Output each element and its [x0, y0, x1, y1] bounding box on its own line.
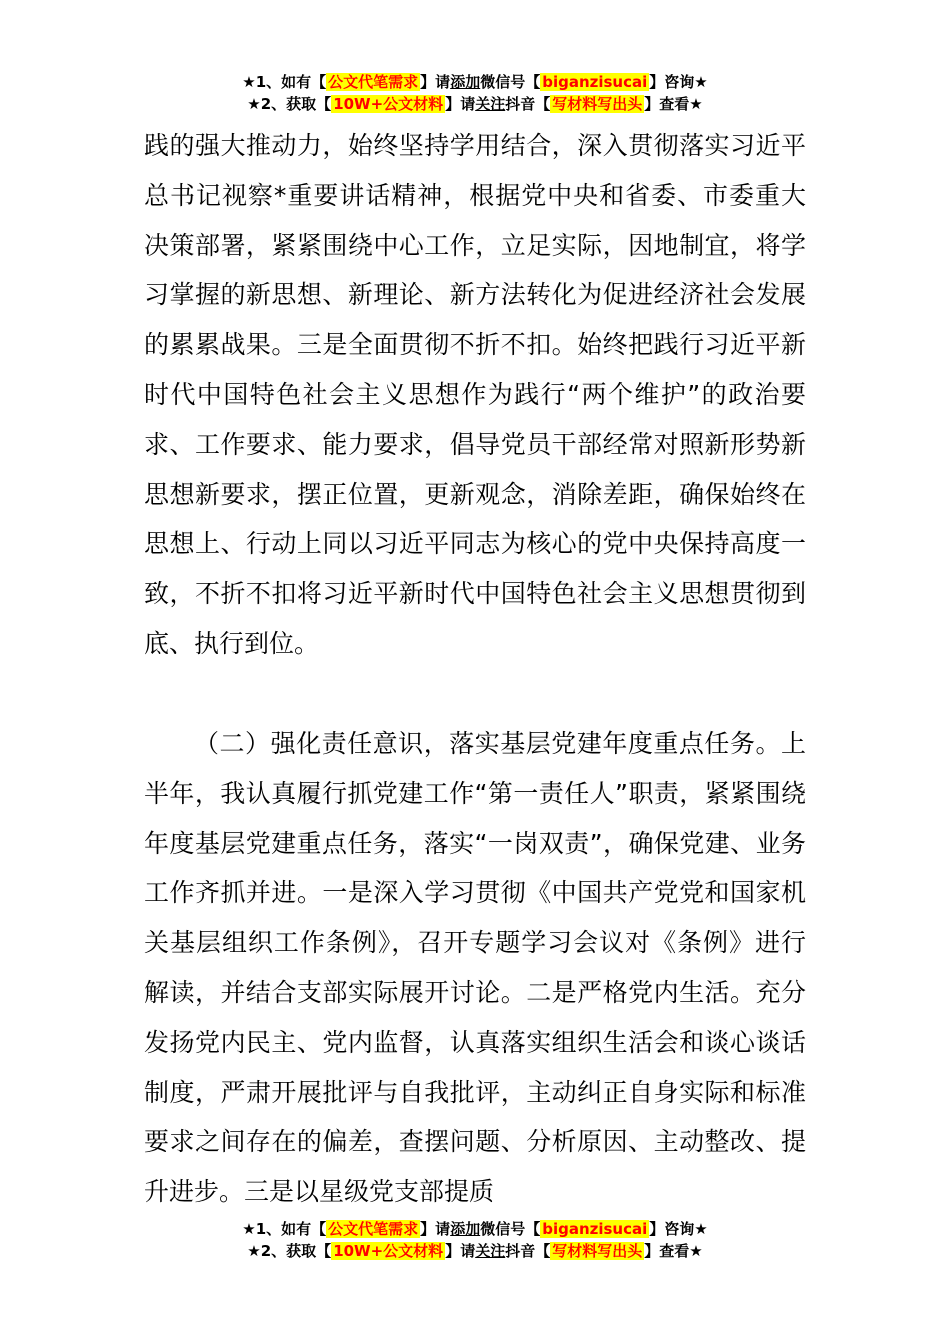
banner-text: 】请 [420, 1220, 451, 1238]
banner-text: 】咨询★ [649, 1220, 708, 1238]
banner-text: 微信号【 [480, 1220, 541, 1238]
highlight-wechat-id: biganzisucai [542, 73, 648, 91]
banner-line-1 [0, 1218, 950, 1240]
banner-text: 抖音【 [505, 95, 551, 113]
highlight-douyin: 写材料写出头 [552, 95, 643, 113]
banner-line-1 [0, 71, 950, 93]
footer-banner [0, 1218, 950, 1262]
banner-text-underlined: 添加 [450, 73, 481, 91]
highlight-materials: 10W+公文材料 [333, 1242, 444, 1260]
banner-text: 微信号【 [480, 73, 541, 91]
document-body-section-2 [144, 719, 806, 1217]
banner-line-2 [0, 93, 950, 115]
banner-text-underlined: 关注 [475, 95, 506, 113]
star-icon: ★ [242, 73, 256, 91]
banner-text: 抖音【 [505, 1242, 551, 1260]
paragraph: （二）强化责任意识，落实基层党建年度重点任务。上半年，我认真履行抓党建工作“第一责任人”职责，紧紧围绕年度基层党建重点任务，落实“一岗双责”，确保党建、业务工作齐抓并进。一是深入学习贯彻《中国共产党党和国家机关基层组织工作条例》，召开专题学习会议对《条例》进行解读，并结合支部实际展开讨论。二是严格党内生活。充分发扬党内民主、党内监督，认真落实组织生活会和谈心谈话制度，严肃开展批评与自我批评，主动纠正自身实际和标准要求之间存在的偏差，查摆问题、分析原因、主动整改、提升进步。三是以星级党支部提质 [144, 729, 806, 1207]
paragraph: 践的强大推动力，始终坚持学用结合，深入贯彻落实习近平总书记视察*重要讲话精神，根据党中央和省委、市委重大决策部署，紧紧围绕中心工作，立足实际，因地制宜，将学习掌握的新思想、新理论、新方法转化为促进经济社会发展的累累战果。三是全面贯彻不折不扣。始终把践行习近平新时代中国特色社会主义思想作为践行“两个维护”的政治要求、工作要求、能力要求，倡导党员干部经常对照新形势新思想新要求，摆正位置，更新观念，消除差距，确保始终在思想上、行动上同以习近平同志为核心的党中央保持高度一致，不折不扣将习近平新时代中国特色社会主义思想贯彻到底、执行到位。 [144, 131, 806, 658]
banner-text: 1、如有【 [255, 73, 327, 91]
highlight-wechat-id: biganzisucai [542, 1220, 648, 1238]
highlight-douyin: 写材料写出头 [552, 1242, 643, 1260]
header-banner [0, 71, 950, 115]
banner-text: 2、获取【 [260, 1242, 332, 1260]
banner-text: 】查看★ [644, 95, 703, 113]
star-icon: ★ [247, 1242, 261, 1260]
highlight-materials: 10W+公文材料 [333, 95, 444, 113]
banner-text-underlined: 添加 [450, 1220, 481, 1238]
banner-text: 】咨询★ [649, 73, 708, 91]
highlight-service: 公文代笔需求 [328, 73, 419, 91]
banner-text: 】请 [445, 1242, 476, 1260]
banner-text: 】请 [445, 95, 476, 113]
banner-text-underlined: 关注 [475, 1242, 506, 1260]
banner-text: 1、如有【 [255, 1220, 327, 1238]
banner-line-2 [0, 1240, 950, 1262]
star-icon: ★ [247, 95, 261, 113]
banner-text: 】请 [420, 73, 451, 91]
document-body-section-1 [144, 121, 806, 669]
highlight-service: 公文代笔需求 [328, 1220, 419, 1238]
banner-text: 】查看★ [644, 1242, 703, 1260]
banner-text: 2、获取【 [260, 95, 332, 113]
star-icon: ★ [242, 1220, 256, 1238]
